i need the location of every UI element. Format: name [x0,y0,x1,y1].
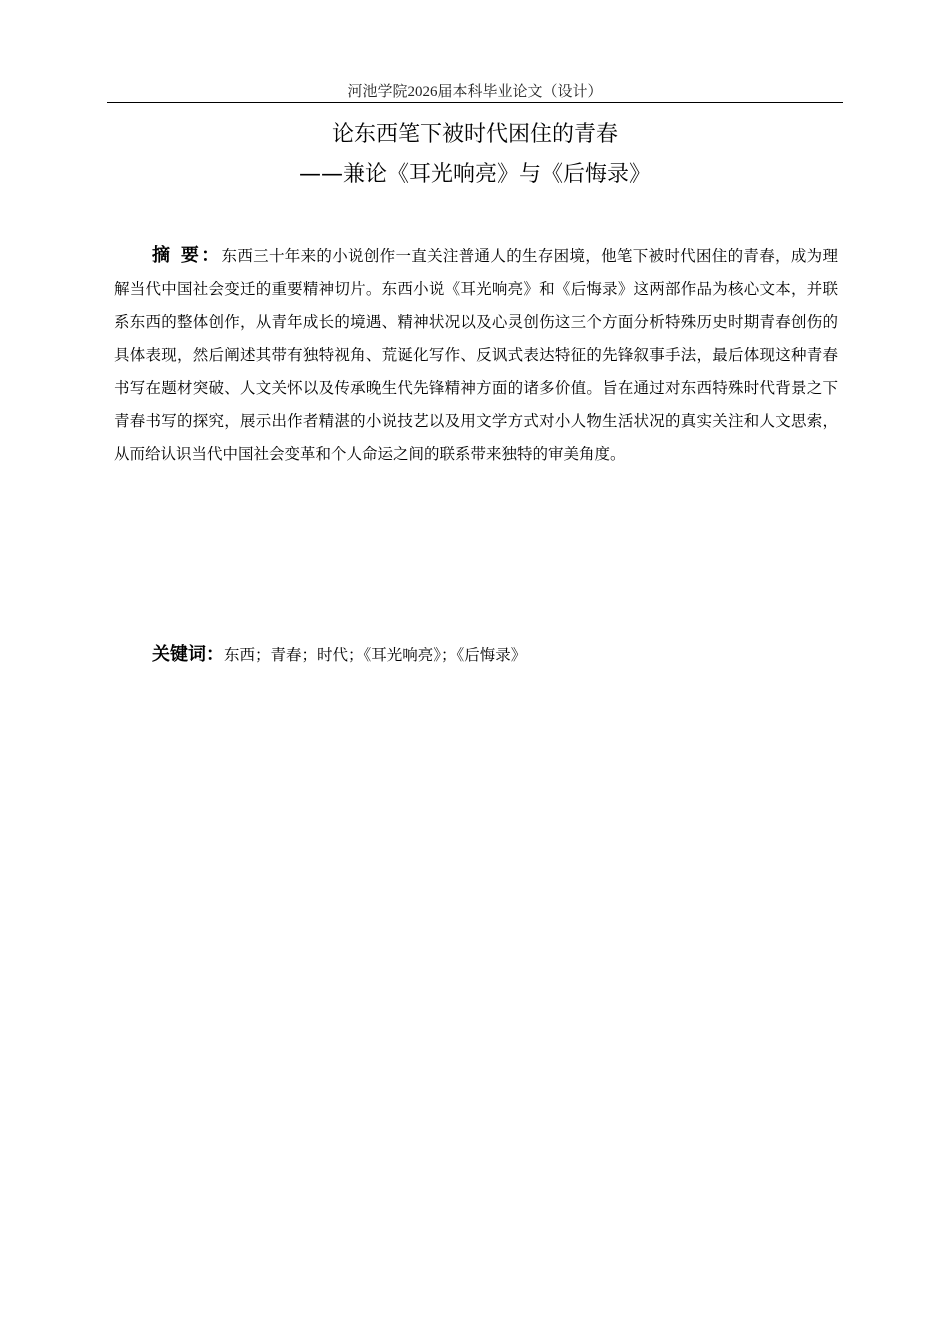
thesis-title: 论东西笔下被时代困住的青春 [331,122,618,147]
abstract-text: 东西三十年来的小说创作一直关注普通人的生存困境，他笔下被时代困住的青春，成为理解当代中国社会变迁的重要精神切片。东西小说《耳光响亮》和《后悔录》这两部作品为核心文本，并联系东西的整体创作，从青年成长的境遇、精神状况以及心灵创伤这三个方面分析特殊历史时期青春创伤的具体表现，然后阐述其带有独特视角、荒诞化写作、反讽式表达特征的先锋叙事手法，最后体现这种青春书写在题材突破、人文关怀以及传承晚生代先锋精神方面的诸多价值。旨在通过对东西特殊时代背景之下青春书写的探究，展示出作者精湛的小说技艺以及用文学方式对小人物生活状况的真实关注和人文思索，从而给认识当代中国社会变革和个人命运之间的联系带来独特的审美角度。 [114,247,838,463]
header-rule [107,102,843,103]
thesis-subtitle: ——兼论《耳光响亮》与《后悔录》 [298,162,651,187]
keywords-label: 关键词： [152,644,224,665]
page-header: 河池学院2026届本科毕业论文（设计） [347,84,603,100]
abstract-label: 摘 要： [152,245,222,266]
keywords-line [152,638,526,672]
keywords-text: 东西；青春；时代；《耳光响亮》；《后悔录》 [224,646,527,664]
abstract-paragraph [114,239,838,471]
